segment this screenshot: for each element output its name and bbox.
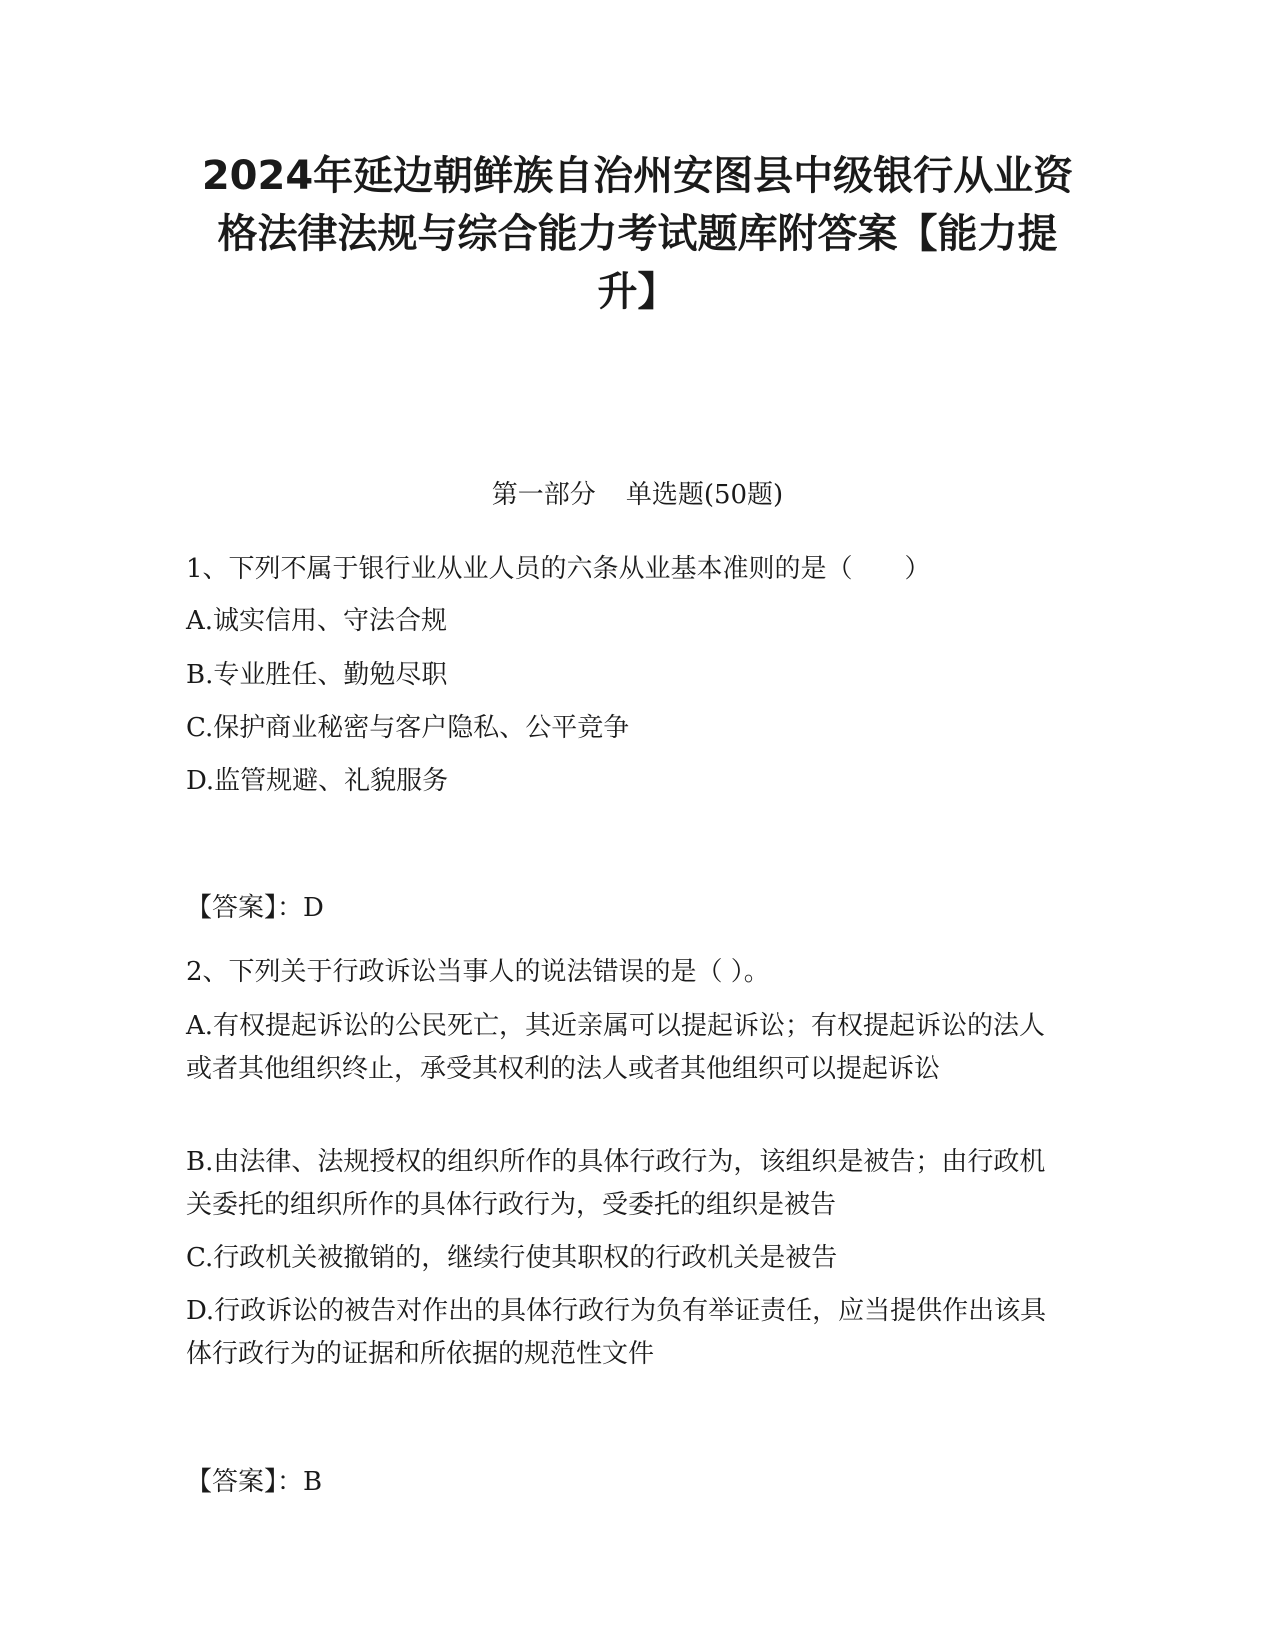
section-part: 第一部分 [491, 480, 596, 510]
answer-separator: ： [277, 893, 304, 923]
question-2-option-d: D.行政诉讼的被告对作出的具体行政行为负有举证责任，应当提供作出该具体行政行为的证据和所依据的规范性文件 [186, 1296, 1047, 1369]
answer-value: B [303, 1467, 323, 1497]
question-1-option-a: A.诚实信用、守法合规 [186, 606, 448, 636]
question-2-stem: 2、下列关于行政诉讼当事人的说法错误的是（ ）。 [186, 957, 770, 987]
question-1-stem: 1、下列不属于银行业从业人员的六条从业基本准则的是（ ） [186, 554, 931, 584]
question-1 [186, 548, 1066, 591]
title-line-1: 2024年延边朝鲜族自治州安图县中级银行从业资 [201, 153, 1074, 199]
section-type: 单选题(50题) [625, 480, 784, 510]
question-2-option-c: C.行政机关被撤销的，继续行使其职权的行政机关是被告 [186, 1243, 838, 1273]
question-1-option-d: D.监管规避、礼貌服务 [186, 766, 449, 796]
section-heading [180, 478, 1095, 512]
question-1-option-c: C.保护商业秘密与客户隐私、公平竞争 [186, 713, 630, 743]
title-line-2: 格法律法规与综合能力考试题库附答案【能力提 [217, 211, 1058, 257]
answer-label: 【答案】 [186, 1467, 278, 1497]
title-line-3: 升】 [597, 269, 678, 315]
question-2-option-a: A.有权提起诉讼的公民死亡，其近亲属可以提起诉讼；有权提起诉讼的法人或者其他组织终止，承受其权利的法人或者其他组织可以提起诉讼 [186, 1011, 1046, 1084]
answer-label: 【答案】 [186, 893, 278, 923]
answer-separator: ： [277, 1467, 304, 1497]
question-1-answer [186, 891, 324, 925]
document-title [180, 147, 1095, 321]
answer-value: D [303, 893, 324, 923]
question-2-answer [186, 1465, 322, 1499]
question-2 [186, 951, 1066, 994]
question-2-option-b: B.由法律、法规授权的组织所作的具体行政行为，该组织是被告；由行政机关委托的组织所作的具体行政行为，受委托的组织是被告 [186, 1147, 1046, 1220]
question-1-option-b: B.专业胜任、勤勉尽职 [186, 660, 448, 690]
